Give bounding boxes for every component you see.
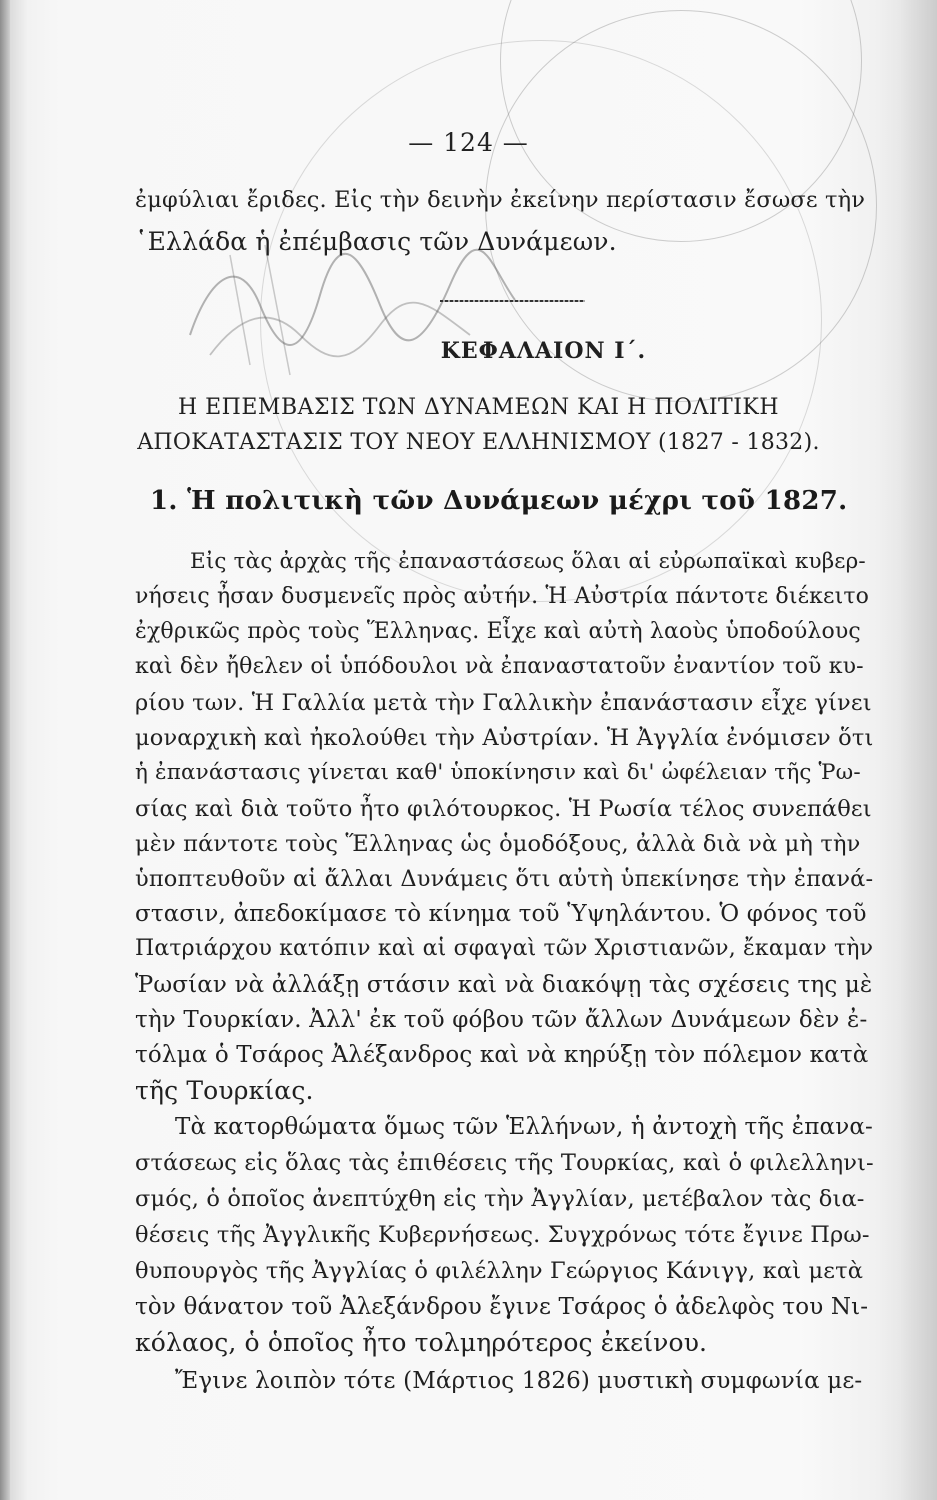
paragraph-line: ρίου των. Ἡ Γαλλία μετὰ τὴν Γαλλικὴν ἐπανάστασιν εἶχε γίνει [135,690,872,716]
paragraph-line: ὑποπτευθοῦν αἱ ἄλλαι Δυνάμεις ὅτι αὐτὴ ὑπεκίνησε τὴν ἐπανά- [135,866,874,892]
paragraph-line: τὴν Τουρκίαν. Ἀλλ' ἐκ τοῦ φόβου τῶν ἄλλων Δυνάμεων δὲν ἐ- [135,1007,868,1033]
intro-line: ἐμφύλιαι ἔριδες. Εἰς τὴν δεινὴν ἐκείνην περίστασιν ἔσωσε τὴν [135,187,866,213]
paragraph-line: Ῥωσίαν νὰ ἀλλάξῃ στάσιν καὶ νὰ διακόψῃ τὰς σχέσεις της μὲ [135,972,873,998]
paragraph-line: στασιν, ἀπεδοκίμασε τὸ κίνημα τοῦ Ὑψηλάντου. Ὁ φόνος τοῦ [135,901,867,927]
paragraph-line: τόλμα ὁ Τσάρος Ἀλέξανδρος καὶ νὰ κηρύξῃ τὸν πόλεμον κατὰ [135,1042,869,1068]
paragraph-line: Ἔγινε λοιπὸν τότε (Μάρτιος 1826) μυστικὴ συμφωνία με- [175,1368,863,1394]
paragraph-line: ἡ ἐπανάστασις γίνεται καθ' ὑποκίνησιν καὶ δι' ὠφέλειαν τῆς Ῥω- [135,760,861,785]
paragraph-line: Πατριάρχου κατόπιν καὶ αἱ σφαγαὶ τῶν Χριστιανῶν, ἔκαμαν τὴν [135,936,874,961]
paragraph-line: θυπουργὸς τῆς Ἀγγλίας ὁ φιλέλλην Γεώργιος Κάνιγγ, καὶ μετὰ [135,1258,864,1284]
chapter-divider [440,300,585,302]
paragraph-line: μοναρχικὴ καὶ ἠκολούθει τὴν Αὐστρίαν. Ἡ Ἀγγλία ἐνόμισεν ὅτι [135,725,874,751]
paragraph-line: στάσεως εἰς ὅλας τὰς ἐπιθέσεις τῆς Τουρκίας, καὶ ὁ φιλελληνι- [135,1150,874,1176]
chapter-title: ΑΠΟΚΑΤΑΣΤΑΣΙΣ ΤΟΥ ΝΕΟΥ ΕΛΛΗΝΙΣΜΟΥ (1827 - 1832). [137,430,820,455]
intro-line: ῾Ελλάδα ἡ ἐπέμβασις τῶν Δυνάμεων. [135,227,617,256]
chapter-number: ΚΕΦΑΛΑΙΟΝ Ι΄. [440,338,647,364]
paragraph-line: σμός, ὁ ὁποῖος ἀνεπτύχθη εἰς τὴν Ἀγγλίαν, μετέβαλον τὰς δια- [135,1186,865,1212]
paragraph-line: καὶ δὲν ἤθελεν οἱ ὑπόδουλοι νὰ ἐπαναστατοῦν ἐναντίον τοῦ κυ- [135,654,864,679]
paragraph-line: τὸν θάνατον τοῦ Ἀλεξάνδρου ἔγινε Τσάρος ὁ ἀδελφὸς του Νι- [135,1294,869,1320]
section-heading: 1. Ἡ πολιτικὴ τῶν Δυνάμεων μέχρι τοῦ 1827. [150,486,848,516]
paragraph-line: τῆς Τουρκίας. [135,1076,314,1105]
paragraph-line: Εἰς τὰς ἀρχὰς τῆς ἐπαναστάσεως ὅλαι αἱ εὐρωπαϊκαὶ κυβερ- [190,549,866,574]
paragraph-line: Τὰ κατορθώματα ὅμως τῶν Ἑλλήνων, ἡ ἀντοχὴ τῆς ἐπανα- [175,1114,873,1140]
page-right-shading [877,0,937,1500]
paragraph-line: νήσεις ἦσαν δυσμενεῖς πρὸς αὐτήν. Ἡ Αὐστρία πάντοτε διέκειτο [135,584,870,609]
chapter-title: Η ΕΠΕΜΒΑΣΙΣ ΤΩΝ ΔΥΝΑΜΕΩΝ ΚΑΙ Η ΠΟΛΙΤΙΚΗ [177,395,780,420]
paragraph-line: θέσεις τῆς Ἀγγλικῆς Κυβερνήσεως. Συγχρόνως τότε ἔγινε Πρω- [135,1222,870,1248]
paragraph-line: μὲν πάντοτε τοὺς Ἕλληνας ὡς ὁμοδόξους, ἀλλὰ διὰ νὰ μὴ τὴν [135,831,861,857]
paragraph-line: σίας καὶ διὰ τοῦτο ἦτο φιλότουρκος. Ἡ Ρωσία τέλος συνεπάθει [135,796,872,822]
page-edge-shadow [0,0,10,1500]
page-number: — 124 — [408,128,529,157]
paragraph-line: ἐχθρικῶς πρὸς τοὺς Ἕλληνας. Εἶχε καὶ αὐτὴ λαοὺς ὑποδούλους [135,619,861,644]
paragraph-line: κόλαος, ὁ ὁποῖος ἦτο τολμηρότερος ἐκείνου. [135,1328,708,1357]
